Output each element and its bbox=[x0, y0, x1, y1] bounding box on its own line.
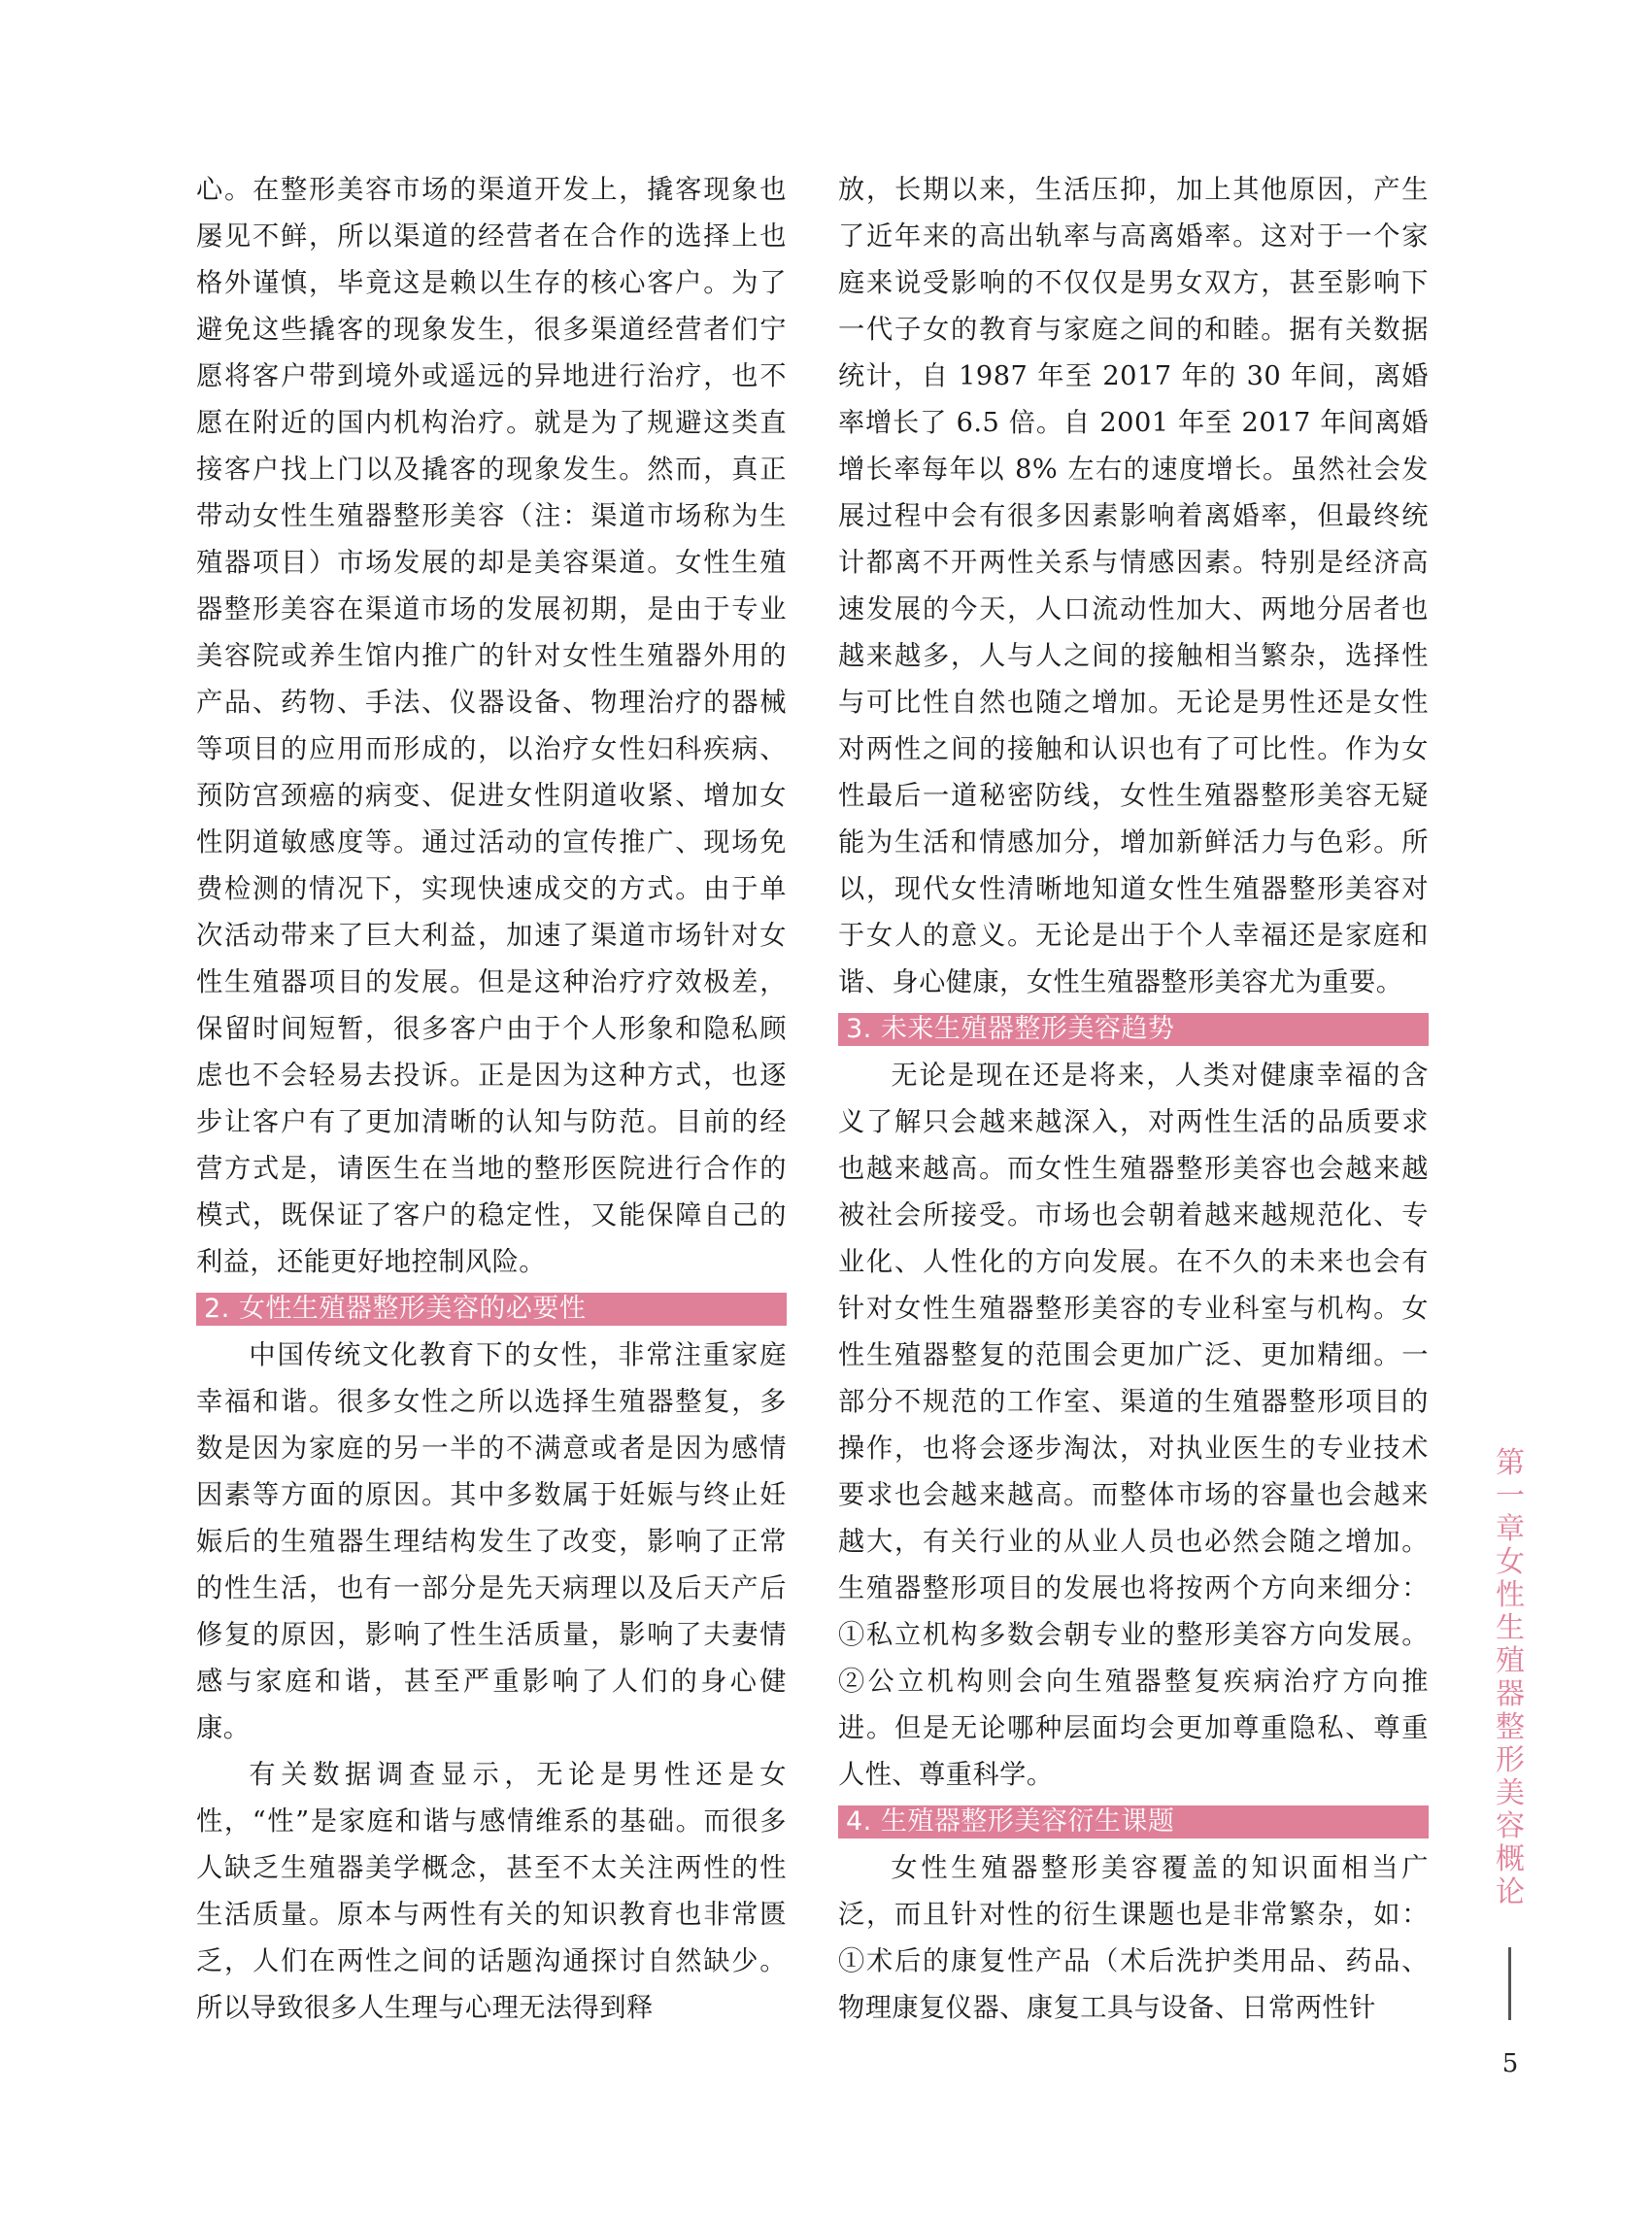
paragraph: 无论是现在还是将来，人类对健康幸福的含义了解只会越来越深入，对两性生活的品质要求也越来越高。而女性生殖器整形美容也会越来越被社会所接受。市场也会朝着越来越规范化、专业化、人性化的方向发展。在不久的未来也会有针对女性生殖器整形美容的专业科室与机构。女性生殖器整复的范围会更加广泛、更加精细。一部分不规范的工作室、渠道的生殖器整形项目的操作，也将会逐步淘汰，对执业医生的专业技术要求也会越来越高。而整体市场的容量也会越来越大，有关行业的从业人员也必然会随之增加。生殖器整形项目的发展也将按两个方向来细分：①私立机构多数会朝专业的整形美容方向发展。②公立机构则会向生殖器整复疾病治疗方向推进。但是无论哪种层面均会更加尊重隐私、尊重人性、尊重科学。 bbox=[838, 1061, 1429, 1790]
chapter-title-vertical: 第一章 女性生殖器整形美容概论 bbox=[1496, 1446, 1525, 1909]
section-heading-3: 3. 未来生殖器整形美容趋势 bbox=[838, 1013, 1429, 1046]
paragraph: 女性生殖器整形美容覆盖的知识面相当广泛，而且针对性的衍生课题也是非常繁杂，如：①术后的康复性产品（术后洗护类用品、药品、物理康复仪器、康复工具与设备、日常两性针 bbox=[838, 1853, 1429, 2023]
paragraph: 心。在整形美容市场的渠道开发上，撬客现象也屡见不鲜，所以渠道的经营者在合作的选择上也格外谨慎，毕竟这是赖以生存的核心客户。为了避免这些撬客的现象发生，很多渠道经营者们宁愿将客户带到境外或遥远的异地进行治疗，也不愿在附近的国内机构治疗。就是为了规避这类直接客户找上门以及撬客的现象发生。然而，真正带动女性生殖器整形美容（注：渠道市场称为生殖器项目）市场发展的却是美容渠道。女性生殖器整形美容在渠道市场的发展初期，是由于专业美容院或养生馆内推广的针对女性生殖器外用的产品、药物、手法、仪器设备、物理治疗的器械等项目的应用而形成的，以治疗女性妇科疾病、预防宫颈癌的病变、促进女性阴道收紧、增加女性阴道敏感度等。通过活动的宣传推广、现场免费检测的情况下，实现快速成交的方式。由于单次活动带来了巨大利益，加速了渠道市场针对女性生殖器项目的发展。但是这种治疗疗效极差，保留时间短暂，很多客户由于个人形象和隐私顾虑也不会轻易去投诉。正是因为这种方式，也逐步让客户有了更加清晰的认知与防范。目前的经营方式是，请医生在当地的整形医院进行合作的模式，既保证了客户的稳定性，又能保障自己的利益，还能更好地控制风险。 bbox=[196, 175, 787, 1277]
section-heading-2: 2. 女性生殖器整形美容的必要性 bbox=[196, 1293, 787, 1326]
section-heading-4: 4. 生殖器整形美容衍生课题 bbox=[838, 1805, 1429, 1838]
sidebar-divider bbox=[1508, 1947, 1511, 2020]
page-number: 5 bbox=[1501, 2049, 1519, 2078]
right-column bbox=[838, 167, 1429, 2032]
paragraph: 中国传统文化教育下的女性，非常注重家庭幸福和谐。很多女性之所以选择生殖器整复，多数是因为家庭的另一半的不满意或者是因为感情因素等方面的原因。其中多数属于妊娠与终止妊娠后的生殖器生理结构发生了改变，影响了正常的性生活，也有一部分是先天病理以及后天产后修复的原因，影响了性生活质量，影响了夫妻情感与家庭和谐，甚至严重影响了人们的身心健康。 bbox=[196, 1340, 787, 1743]
left-column bbox=[196, 167, 787, 2032]
paragraph: 有关数据调查显示，无论是男性还是女性，“性”是家庭和谐与感情维系的基础。而很多人缺乏生殖器美学概念，甚至不太关注两性的性生活质量。原本与两性有关的知识教育也非常匮乏，人们在两性之间的话题沟通探讨自然缺少。所以导致很多人生理与心理无法得到释 bbox=[196, 1760, 787, 2023]
paragraph: 放，长期以来，生活压抑，加上其他原因，产生了近年来的高出轨率与高离婚率。这对于一个家庭来说受影响的不仅仅是男女双方，甚至影响下一代子女的教育与家庭之间的和睦。据有关数据统计，自 1987 年至 2017 年的 30 年间，离婚率增长了 6.5 倍。自 2001 年至 2017 年间离婚增长率每年以 8% 左右的速度增长。虽然社会发展过程中会有很多因素影响着离婚率，但最终统计都离不开两性关系与情感因素。特别是经济高速发展的今天，人口流动性加大、两地分居者也越来越多，人与人之间的接触相当繁杂，选择性与可比性自然也随之增加。无论是男性还是女性对两性之间的接触和认识也有了可比性。作为女性最后一道秘密防线，女性生殖器整形美容无疑能为生活和情感加分，增加新鲜活力与色彩。所以，现代女性清晰地知道女性生殖器整形美容对于女人的意义。无论是出于个人幸福还是家庭和谐、身心健康，女性生殖器整形美容尤为重要。 bbox=[838, 175, 1429, 997]
